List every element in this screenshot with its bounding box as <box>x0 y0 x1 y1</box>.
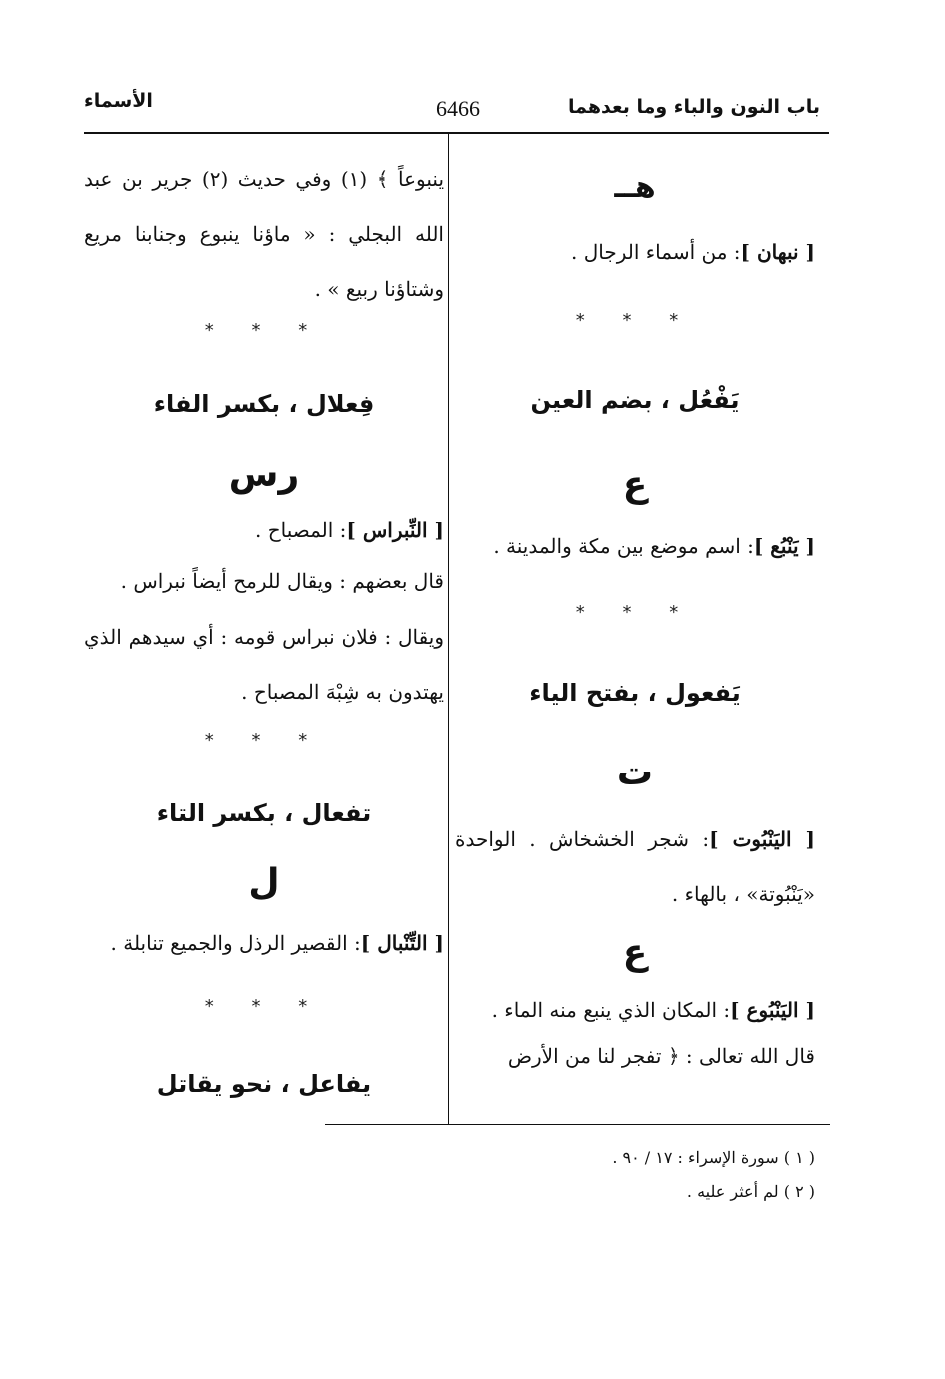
page-number: 6466 <box>436 96 480 121</box>
separator-stars: * * * <box>204 996 324 1017</box>
nibras-line-2: قال بعضهم : ويقال للرمح أيضاً نبراس . <box>120 569 444 593</box>
definition: : المكان الذي ينبع منه الماء . <box>491 998 731 1022</box>
footnote-1: ( ١ ) سورة الإسراء : ١٧ / ٩٠ . <box>612 1148 815 1167</box>
column-divider <box>448 134 449 1124</box>
header-rule <box>84 132 829 134</box>
quote-end: ينبوعاً ﴾ (١) وفي حديث (٢) جرير بن عبد الله البجلي : « ماؤنا ينبوع وجنابنا مريع وشتاؤنا ربيع » . <box>84 167 445 301</box>
quote-start: قال الله تعالى : ﴿ تفجر لنا من الأرض <box>507 1044 815 1068</box>
entry-yanbut <box>455 812 815 922</box>
headword: [ نبهان ] <box>740 240 815 264</box>
letter-ras: رس <box>228 454 300 495</box>
definition: : القصير الرذل والجميع تنابلة . <box>110 931 361 955</box>
letter-ain: ع <box>622 464 648 505</box>
letter-ha: هــ <box>614 170 656 205</box>
headword: [ يَنْبُع ] <box>753 534 815 558</box>
definition: : المصباح . <box>255 518 347 542</box>
entry-nibras <box>84 516 444 544</box>
separator-stars: * * * <box>204 730 324 751</box>
section-heading-yafal: يَفْعُل ، بضم العين <box>530 386 740 414</box>
section-heading-tifal: تفعال ، بكسر التاء <box>156 799 372 827</box>
definition: : اسم موضع بين مكة والمدينة . <box>493 534 754 558</box>
separator-stars: * * * <box>575 310 695 331</box>
entry-yanbu <box>455 532 815 560</box>
footnote-rule <box>325 1124 830 1125</box>
headword: [ النِّبراس ] <box>346 518 444 542</box>
headword: [ اليَنْبُوع ] <box>730 998 815 1022</box>
entry-yanbooa <box>455 996 815 1024</box>
letter-ta: ت <box>616 752 654 793</box>
section-heading-yufail: يفاعل ، نحو يقاتل <box>156 1070 372 1098</box>
entry-nabhan <box>455 238 815 266</box>
headword: [ التِّنْبال ] <box>360 931 444 955</box>
letter-lam: ل <box>248 862 280 903</box>
definition: : من أسماء الرجال . <box>571 240 741 264</box>
definition: : شجر الخشخاش . الواحدة «يَنْبُوتة» ، بالهاء . <box>455 827 815 906</box>
running-title-left: الأسماء <box>84 90 153 112</box>
nibras-line-3: ويقال : فلان نبراس قومه : أي سيدهم الذي يهتدون به شِبْهَ المصباح . <box>84 625 444 704</box>
entry-tinbal <box>84 929 444 957</box>
section-heading-yafool: يَفعول ، بفتح الياء <box>529 679 741 707</box>
separator-stars: * * * <box>204 320 324 341</box>
footnote-2: ( ٢ ) لم أعثر عليه . <box>686 1182 815 1201</box>
separator-stars: * * * <box>575 602 695 623</box>
letter-ain: ع <box>622 932 648 973</box>
section-heading-filal: فِعلال ، بكسر الفاء <box>153 390 375 418</box>
headword: [ اليَنْبُوت ] <box>709 827 815 851</box>
running-title-right: باب النون والباء وما بعدهما <box>567 96 820 118</box>
